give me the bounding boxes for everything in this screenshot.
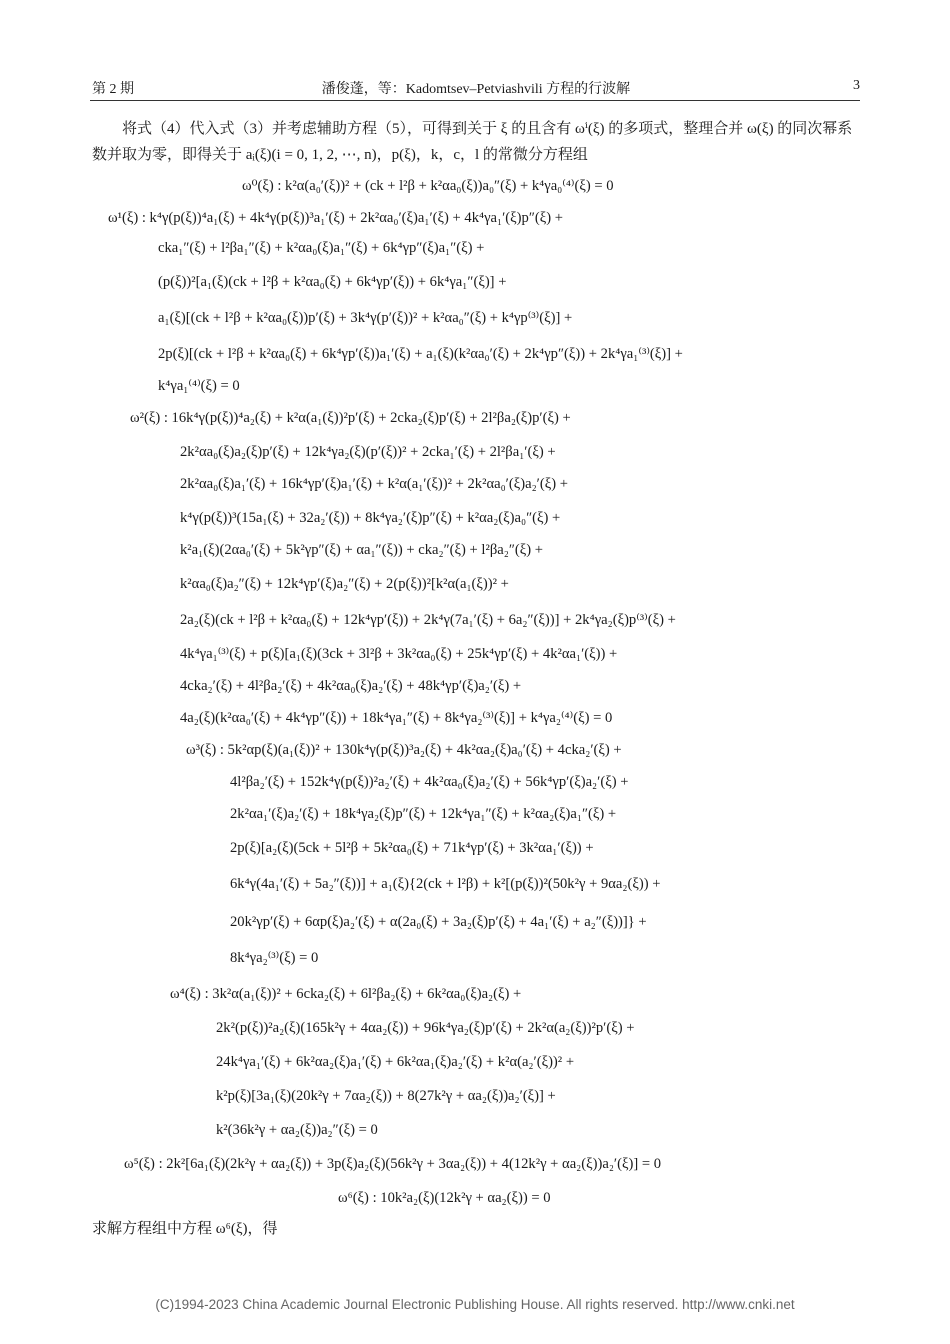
equation-omega2-line: 4k⁴γa₁⁽³⁾(ξ) + p(ξ)[a₁(ξ)(3ck + 3l²β + 3k²αa₀(ξ) + 25k⁴γp′(ξ) + 4k²αa₁′(ξ)) + bbox=[180, 646, 618, 662]
equation-omega3-line: 2k²αa₁′(ξ)a₂′(ξ) + 18k⁴γa₂(ξ)p″(ξ) + 12k⁴γa₁″(ξ) + k²αa₂(ξ)a₁″(ξ) + bbox=[230, 806, 617, 822]
equation-omega2-line: k²αa₀(ξ)a₂″(ξ) + 12k⁴γp′(ξ)a₂″(ξ) + 2(p(ξ))²[k²α(a₁(ξ))² + bbox=[180, 576, 509, 592]
equation-omega5: ω⁵(ξ) : 2k²[6a₁(ξ)(2k²γ + αa₂(ξ)) + 3p(ξ)a₂(ξ)(56k²γ + 3αa₂(ξ)) + 4(12k²γ + αa₂(ξ))a₂′(ξ)] = 0 bbox=[124, 1156, 662, 1172]
equation-omega1-line: 2p(ξ)[(ck + l²β + k²αa₀(ξ) + 6k⁴γp′(ξ))a₁′(ξ) + a₁(ξ)(k²αa₀′(ξ) + 2k⁴γp″(ξ)) + 2k⁴γa₁⁽³⁾(ξ)] + bbox=[158, 346, 683, 362]
equation-omega2-line: k⁴γ(p(ξ))³(15a₁(ξ) + 32a₂′(ξ)) + 8k⁴γa₂′(ξ)p″(ξ) + k²αa₂(ξ)a₀″(ξ) + bbox=[180, 510, 561, 526]
equation-omega1-line: a₁(ξ)[(ck + l²β + k²αa₀(ξ))p′(ξ) + 3k⁴γ(p′(ξ))² + k²αa₀″(ξ) + k⁴γp⁽³⁾(ξ)] + bbox=[158, 310, 573, 326]
page-number: 3 bbox=[853, 78, 860, 93]
equation-omega2-line: 2k²αa₀(ξ)a₂(ξ)p′(ξ) + 12k⁴γa₂(ξ)(p′(ξ))² + 2cka₁′(ξ) + 2l²βa₁′(ξ) + bbox=[180, 444, 556, 460]
header-rule bbox=[90, 100, 860, 101]
equation-omega6: ω⁶(ξ) : 10k²a₂(ξ)(12k²γ + αa₂(ξ)) = 0 bbox=[338, 1190, 551, 1206]
equation-omega3-line: 8k⁴γa₂⁽³⁾(ξ) = 0 bbox=[230, 950, 319, 966]
equation-omega4-line: ω⁴(ξ) : 3k²α(a₁(ξ))² + 6cka₂(ξ) + 6l²βa₂(ξ) + 6k²αa₀(ξ)a₂(ξ) + bbox=[170, 986, 522, 1002]
equation-omega1-line: ω¹(ξ) : k⁴γ(p(ξ))⁴a₁(ξ) + 4k⁴γ(p(ξ))³a₁′(ξ) + 2k²αa₀′(ξ)a₁′(ξ) + 4k⁴γa₁′(ξ)p″(ξ) + bbox=[108, 210, 564, 226]
equation-omega2-line: 2k²αa₀(ξ)a₁′(ξ) + 16k⁴γp′(ξ)a₁′(ξ) + k²α(a₁′(ξ))² + 2k²αa₀′(ξ)a₂′(ξ) + bbox=[180, 476, 568, 492]
running-header bbox=[92, 78, 860, 98]
copyright-footer: (C)1994-2023 China Academic Journal Electronic Publishing House. All rights reserved. http://www.cnki.net bbox=[155, 1297, 795, 1312]
running-title: 潘俊蓬，等：Kadomtsev–Petviashvili 方程的行波解 bbox=[321, 82, 631, 97]
equation-omega2-line: 4a₂(ξ)(k²αa₀′(ξ) + 4k⁴γp″(ξ)) + 18k⁴γa₁″(ξ) + 8k⁴γa₂⁽³⁾(ξ)] + k⁴γa₂⁽⁴⁾(ξ) = 0 bbox=[180, 710, 613, 726]
equation-omega3-line: 4l²βa₂′(ξ) + 152k⁴γ(p(ξ))²a₂′(ξ) + 4k²αa₀(ξ)a₂′(ξ) + 56k⁴γp′(ξ)a₂′(ξ) + bbox=[230, 774, 629, 790]
equation-omega1-line: k⁴γa₁⁽⁴⁾(ξ) = 0 bbox=[158, 378, 240, 394]
equation-omega4-line: 24k⁴γa₁′(ξ) + 6k²αa₂(ξ)a₁′(ξ) + 6k²αa₁(ξ)a₂′(ξ) + k²α(a₂′(ξ))² + bbox=[216, 1054, 575, 1070]
equation-omega3-line: 20k²γp′(ξ) + 6αp(ξ)a₂′(ξ) + α(2a₀(ξ) + 3a₂(ξ)p′(ξ) + 4a₁′(ξ) + a₂″(ξ))]} + bbox=[230, 914, 647, 930]
issue-number: 第 2 期 bbox=[92, 82, 134, 97]
closing-text: 求解方程组中方程 ω⁶(ξ)，得 bbox=[92, 1221, 278, 1237]
equation-omega2-line: ω²(ξ) : 16k⁴γ(p(ξ))⁴a₂(ξ) + k²α(a₁(ξ))²p′(ξ) + 2cka₂(ξ)p′(ξ) + 2l²βa₂(ξ)p′(ξ) + bbox=[130, 410, 571, 426]
equation-omega4-line: 2k²(p(ξ))²a₂(ξ)(165k²γ + 4αa₂(ξ)) + 96k⁴γa₂(ξ)p′(ξ) + 2k²α(a₂(ξ))²p′(ξ) + bbox=[216, 1020, 635, 1036]
equation-omega4-line: k²p(ξ)[3a₁(ξ)(20k²γ + 7αa₂(ξ)) + 8(27k²γ + αa₂(ξ))a₂′(ξ)] + bbox=[216, 1088, 556, 1104]
equation-omega2-line: 2a₂(ξ)(ck + l²β + k²αa₀(ξ) + 12k⁴γp′(ξ)) + 2k⁴γ(7a₁′(ξ) + 6a₂″(ξ))] + 2k⁴γa₂(ξ)p⁽³⁾(ξ) + bbox=[180, 612, 676, 628]
equation-omega3-line: ω³(ξ) : 5k²αp(ξ)(a₁(ξ))² + 130k⁴γ(p(ξ))³a₂(ξ) + 4k²αa₂(ξ)a₀′(ξ) + 4cka₂′(ξ) + bbox=[186, 742, 622, 758]
equation-omega0: ω⁰(ξ) : k²α(a₀′(ξ))² + (ck + l²β + k²αa₀(ξ))a₀″(ξ) + k⁴γa₀⁽⁴⁾(ξ) = 0 bbox=[242, 178, 614, 194]
equation-omega4-line: k²(36k²γ + αa₂(ξ))a₂″(ξ) = 0 bbox=[216, 1122, 378, 1138]
equation-omega3-line: 6k⁴γ(4a₁′(ξ) + 5a₂″(ξ))] + a₁(ξ){2(ck + l²β) + k²[(p(ξ))²(50k²γ + 9αa₂(ξ)) + bbox=[230, 876, 661, 892]
equation-omega1-line: (p(ξ))²[a₁(ξ)(ck + l²β + k²αa₀(ξ) + 6k⁴γp′(ξ)) + 6k⁴γa₁″(ξ)] + bbox=[158, 274, 507, 290]
intro-paragraph: 将式（4）代入式（3）并考虑辅助方程（5），可得到关于 ξ 的且含有 ωⁱ(ξ) 的多项式，整理合并 ω(ξ) 的同次幂系数并取为零，即得关于 aᵢ(ξ)(i = 0, 1, 2, ⋯, n)，p(ξ)，k，c，l 的常微分方程组 bbox=[92, 121, 853, 163]
equation-omega2-line: 4cka₂′(ξ) + 4l²βa₂′(ξ) + 4k²αa₀(ξ)a₂′(ξ) + 48k⁴γp′(ξ)a₂′(ξ) + bbox=[180, 678, 522, 694]
equation-omega3-line: 2p(ξ)[a₂(ξ)(5ck + 5l²β + 5k²αa₀(ξ) + 71k⁴γp′(ξ) + 3k²αa₁′(ξ)) + bbox=[230, 840, 594, 856]
equation-omega2-line: k²a₁(ξ)(2αa₀′(ξ) + 5k²γp″(ξ) + αa₁″(ξ)) + cka₂″(ξ) + l²βa₂″(ξ) + bbox=[180, 542, 543, 558]
equation-omega1-line: cka₁″(ξ) + l²βa₁″(ξ) + k²αa₀(ξ)a₁″(ξ) + 6k⁴γp″(ξ)a₁″(ξ) + bbox=[158, 240, 485, 256]
